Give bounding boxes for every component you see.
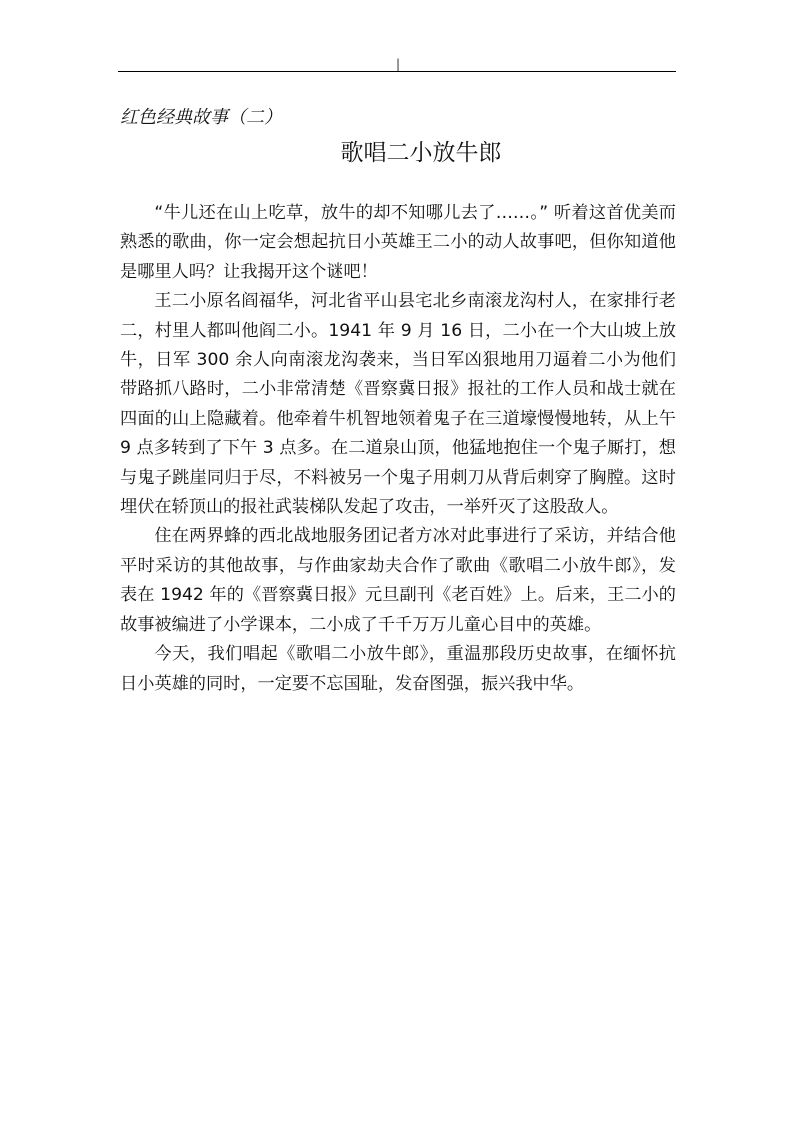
article-body: [120, 199, 676, 699]
header-divider: [118, 71, 676, 72]
page-header-mark: |: [396, 57, 401, 71]
series-title: 红色经典故事（二）: [120, 107, 282, 128]
paragraph-3: 住在两界蜂的西北战地服务团记者方冰对此事进行了采访，并结合他平时采访的其他故事，与作曲家劫夫合作了歌曲《歌唱二小放牛郎》，发表在 1942 年的《晋察冀日报》元旦副刊《老百姓》上。后来，王二小的故事被编进了小学课本，二小成了千千万万儿童心目中的英雄。: [120, 526, 676, 635]
page-title: 歌唱二小放牛郎: [340, 140, 502, 166]
paragraph-2: 王二小原名阎福华，河北省平山县宅北乡南滚龙沟村人，在家排行老二，村里人都叫他阎二小。1941 年 9 月 16 日，二小在一个大山坡上放牛，日军 300 余人向南滚龙沟袭来，当日军凶狠地用刀逼着二小为他们带路抓八路时，二小非常清楚《晋察冀日报》报社的工作人员和战士就在四面的山上隐藏着。他牵着牛机智地领着鬼子在三道壕慢慢地转，从上午 9 点多转到了下午 3 点多。在二道泉山顶，他猛地抱住一个鬼子厮打，想与鬼子跳崖同归于尽，不料被另一个鬼子用刺刀从背后刺穿了胸膛。这时埋伏在轿顶山的报社武装梯队发起了攻击，一举歼灭了这股敌人。: [120, 291, 676, 518]
paragraph-1: “牛儿还在山上吃草，放牛的却不知哪儿去了……。” 听着这首优美而熟悉的歌曲，你一定会想起抗日小英雄王二小的动人故事吧，但你知道他是哪里人吗？让我揭开这个谜吧！: [120, 203, 676, 282]
paragraph-4: 今天，我们唱起《歌唱二小放牛郎》，重温那段历史故事，在缅怀抗日小英雄的同时，一定要不忘国耻，发奋图强，振兴我中华。: [120, 644, 676, 694]
